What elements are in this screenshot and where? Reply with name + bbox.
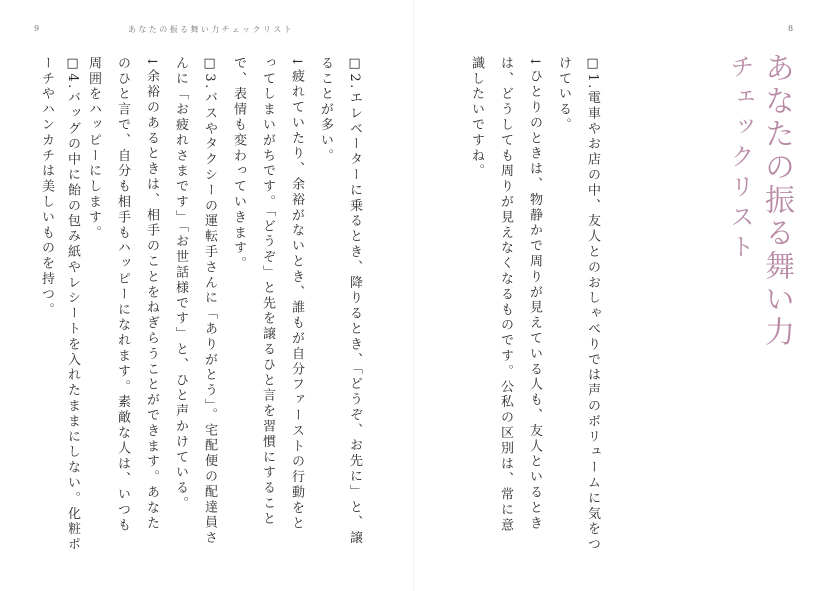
item-2-line-3: ↓疲れていたり、余裕がないとき、誰もが自分ファーストの行動をと bbox=[289, 56, 304, 532]
item-3-line-1: □3.バスやタクシーの運転手さんに「ありがとう」。宅配便の配達員さ bbox=[202, 56, 217, 547]
page-number-right: 8 bbox=[788, 24, 794, 33]
left-page bbox=[0, 0, 413, 591]
item-1-line-3: ↓ひとりのときは、物静かで周りが見えている人も、友人といるとき bbox=[527, 56, 542, 532]
chapter-title-line-1: あなたの振る舞い力 bbox=[759, 52, 794, 349]
item-2-line-1: □2.エレベーターに乗るとき、降りるとき、「どうぞ、お先に」と、譲 bbox=[347, 56, 362, 547]
item-1-line-4: は、どうしても周りが見えなくなるものです。公私の区別は、常に意 bbox=[498, 56, 513, 534]
item-3-line-2: んに「お疲れさまです」「お世話様です」と、ひと声かけている。 bbox=[173, 56, 188, 512]
item-2-line-4: ってしまいがちです。「どうぞ」と先を譲るひと言を習慣にすること bbox=[260, 56, 275, 527]
page-number-left: 9 bbox=[34, 24, 40, 33]
item-1-line-1: □1.電車やお店の中、友人とのおしゃべりでは声のボリュームに気をつ bbox=[585, 56, 600, 553]
item-1-line-2: けている。 bbox=[556, 56, 571, 133]
item-4-line-2: ーチやハンカチは美しいものを持つ。 bbox=[39, 56, 54, 318]
chapter-title-line-2: チェックリスト bbox=[726, 54, 754, 264]
item-2-line-5: で、表情も変わっていきます。 bbox=[231, 56, 246, 272]
running-head: あなたの振る舞い力チェックリスト bbox=[128, 25, 294, 34]
item-3-line-5: 周囲をハッピーにします。 bbox=[86, 56, 101, 241]
item-1-line-5: 識したいですね。 bbox=[469, 56, 484, 180]
item-4-line-1: □4.バッグの中に飴の包み紙やレシートを入れたままにしない。化粧ポ bbox=[65, 56, 80, 553]
right-page bbox=[414, 0, 827, 591]
item-3-line-4: のひと言で、自分も相手もハッピーになれます。素敵な人は、いつも bbox=[115, 56, 130, 534]
item-3-line-3: ↓余裕のあるときは、相手のことをねぎらうことができます。あなた bbox=[144, 56, 159, 532]
item-2-line-2: ることが多い。 bbox=[318, 56, 333, 164]
